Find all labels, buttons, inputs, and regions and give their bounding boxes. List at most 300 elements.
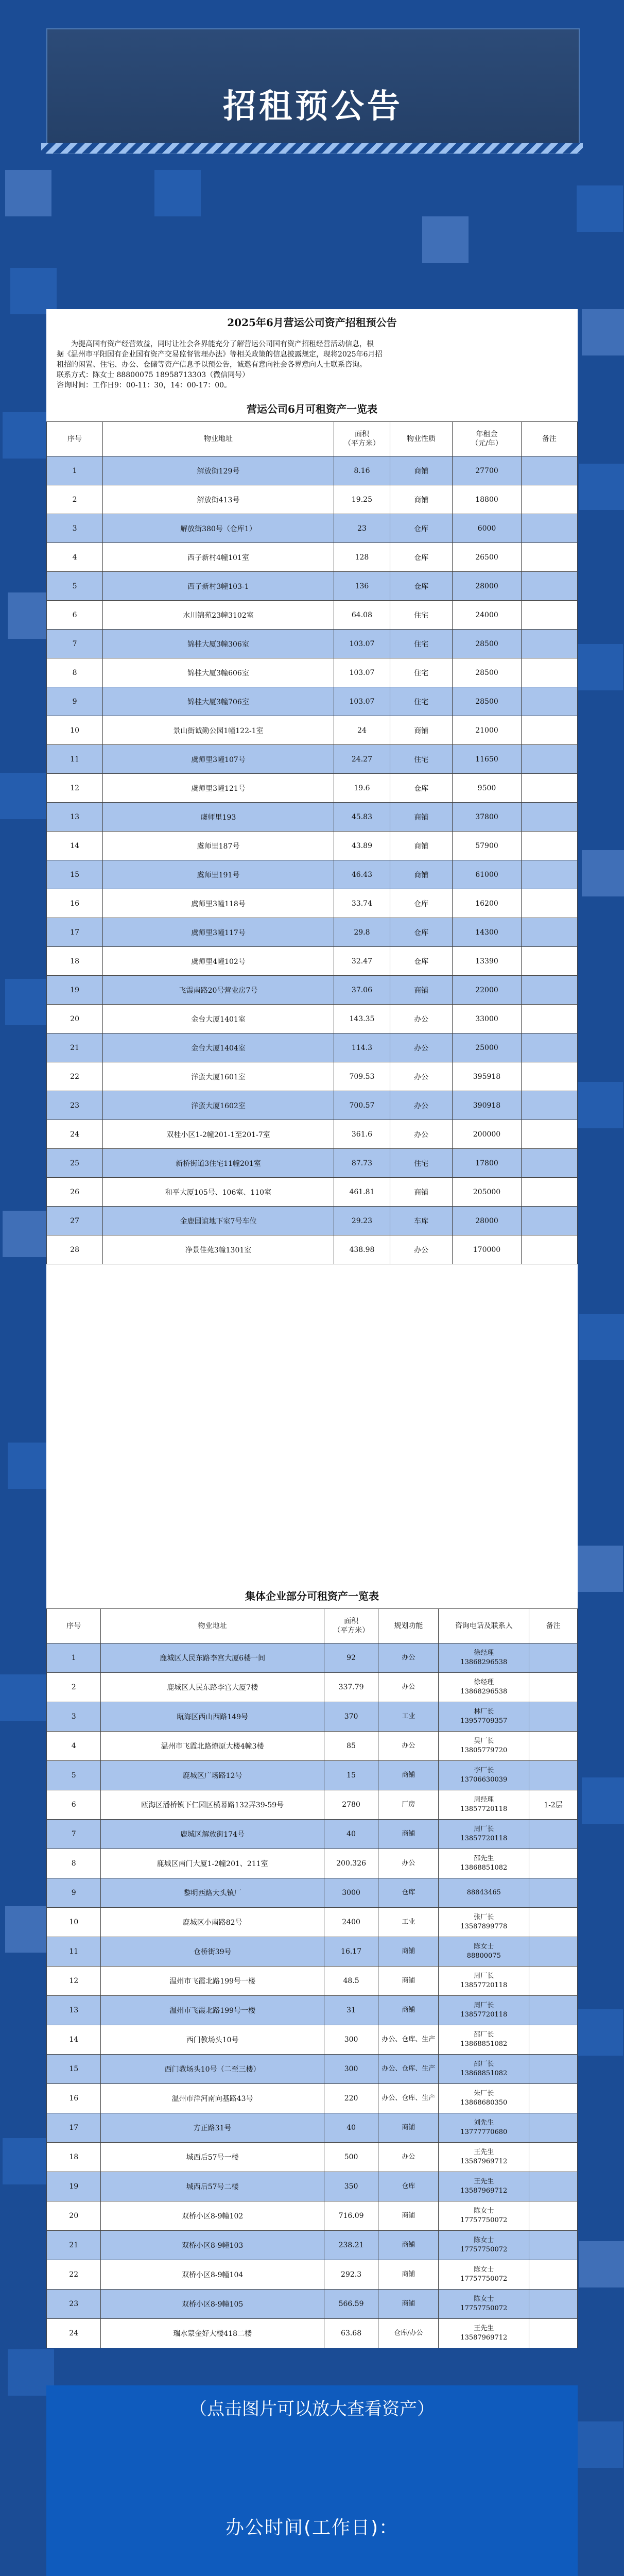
column-header: 年租金 （元/年） xyxy=(453,422,521,456)
table-cell: 邵先生 13868851082 xyxy=(439,1849,529,1878)
table-row xyxy=(47,2113,578,2143)
table-cell: 61000 xyxy=(453,860,521,889)
table-cell: 8.16 xyxy=(334,456,390,485)
table-cell: 办公 xyxy=(378,1673,439,1702)
table-row xyxy=(47,716,578,745)
table-cell: 28 xyxy=(47,1235,103,1264)
table-cell xyxy=(529,1702,578,1732)
table-cell: 103.07 xyxy=(334,687,390,716)
table-cell: 716.09 xyxy=(324,2201,378,2231)
table-cell: 28500 xyxy=(453,687,521,716)
table-cell: 9500 xyxy=(453,774,521,803)
table-cell: 24 xyxy=(334,716,390,745)
table-cell: 300 xyxy=(324,2055,378,2084)
table-cell: 工业 xyxy=(378,1702,439,1732)
table-cell: 20 xyxy=(47,2201,101,2231)
table2-title: 集体企业部分可租资产一览表 xyxy=(245,1589,379,1602)
table-row xyxy=(47,1702,578,1732)
decorative-square xyxy=(0,1674,46,1721)
table-cell xyxy=(521,1120,577,1149)
table-cell: 16 xyxy=(47,889,103,918)
table-cell: 700.57 xyxy=(334,1091,390,1120)
table-cell: 虞师里3幢121号 xyxy=(103,774,334,803)
table-row xyxy=(47,1849,578,1878)
table-cell: 王先生 13587969712 xyxy=(439,2143,529,2172)
table-cell xyxy=(521,543,577,572)
table-cell: 22 xyxy=(47,1062,103,1091)
table-cell: 瑞水蒙金好大楼418二楼 xyxy=(101,2319,324,2348)
table-cell xyxy=(521,860,577,889)
table-cell: 11 xyxy=(47,745,103,774)
table-cell: 92 xyxy=(324,1643,378,1673)
column-header: 序号 xyxy=(47,422,103,456)
table-cell: 16 xyxy=(47,2084,101,2113)
table-cell xyxy=(529,1996,578,2025)
table-cell: 57900 xyxy=(453,832,521,860)
table-cell: 虞师里3幢107号 xyxy=(103,745,334,774)
decorative-square xyxy=(577,185,623,232)
table-cell: 200.326 xyxy=(324,1849,378,1878)
table-cell xyxy=(521,1235,577,1264)
decorative-square xyxy=(10,268,57,314)
table-cell: 16200 xyxy=(453,889,521,918)
table-cell: 住宅 xyxy=(390,601,453,630)
table-cell: 6 xyxy=(47,601,103,630)
table-cell: 双桥小区8-9幢102 xyxy=(101,2201,324,2231)
table-cell: 205000 xyxy=(453,1178,521,1207)
table-row xyxy=(47,1235,578,1264)
table-row xyxy=(47,514,578,543)
table-cell: 85 xyxy=(324,1732,378,1761)
table-cell xyxy=(529,2113,578,2143)
table-cell: 12 xyxy=(47,774,103,803)
table-cell: 3 xyxy=(47,1702,101,1732)
table-cell: 周经理 13857720118 xyxy=(439,1790,529,1820)
table-cell: 12 xyxy=(47,1967,101,1996)
table-cell: 6 xyxy=(47,1790,101,1820)
decorative-square xyxy=(582,1777,624,1824)
table-cell: 2 xyxy=(47,485,103,514)
table-cell: 87.73 xyxy=(334,1149,390,1178)
table-cell: 办公 xyxy=(390,1062,453,1091)
decorative-square xyxy=(0,773,46,819)
table-cell xyxy=(521,1062,577,1091)
table-cell: 陈女士 17757750072 xyxy=(439,2201,529,2231)
table-cell: 仓库/办公 xyxy=(378,2319,439,2348)
table-cell: 温州市飞霞北路199号一楼 xyxy=(101,1967,324,1996)
table-cell xyxy=(529,2290,578,2319)
table-cell: 虞师里3幢117号 xyxy=(103,918,334,947)
table-cell: 40 xyxy=(324,2113,378,2143)
table-cell: 103.07 xyxy=(334,658,390,687)
table-cell: 3000 xyxy=(324,1878,378,1908)
table-cell xyxy=(521,918,577,947)
table-cell xyxy=(529,2084,578,2113)
table-cell: 仓库 xyxy=(390,889,453,918)
table-row xyxy=(47,687,578,716)
table-cell: 22000 xyxy=(453,976,521,1005)
table-cell: 15 xyxy=(324,1761,378,1790)
table-cell: 37800 xyxy=(453,803,521,832)
table-cell: 13 xyxy=(47,1996,101,2025)
table-cell: 48.5 xyxy=(324,1967,378,1996)
table-cell: 14 xyxy=(47,832,103,860)
table-cell: 361.6 xyxy=(334,1120,390,1149)
table-cell: 商铺 xyxy=(378,2231,439,2260)
table-cell: 709.53 xyxy=(334,1062,390,1091)
table-cell: 28000 xyxy=(453,572,521,601)
table-cell: 63.68 xyxy=(324,2319,378,2348)
table-cell: 23 xyxy=(47,2290,101,2319)
table-cell: 仓库 xyxy=(390,774,453,803)
column-header: 物业地址 xyxy=(103,422,334,456)
column-header: 物业地址 xyxy=(101,1609,324,1643)
table-cell: 新桥街道3住宅11幢201室 xyxy=(103,1149,334,1178)
decorative-square xyxy=(154,170,201,216)
table-cell: 王先生 13587969712 xyxy=(439,2172,529,2201)
table-row xyxy=(47,1062,578,1091)
table-cell xyxy=(521,1091,577,1120)
table-cell: 商铺 xyxy=(378,2260,439,2290)
table-cell: 双桥小区8-9幢105 xyxy=(101,2290,324,2319)
table-row xyxy=(47,1178,578,1207)
table-cell: 办公 xyxy=(390,1235,453,1264)
table-cell: 21 xyxy=(47,1033,103,1062)
table-cell: 城西后57号二楼 xyxy=(101,2172,324,2201)
table-cell: 商铺 xyxy=(390,860,453,889)
table-cell: 1 xyxy=(47,1643,101,1673)
table-cell: 292.3 xyxy=(324,2260,378,2290)
table-cell: 洋蛮大厦1601室 xyxy=(103,1062,334,1091)
table-cell: 吴厂长 13805779720 xyxy=(439,1732,529,1761)
table-cell xyxy=(521,889,577,918)
table-cell: 商铺 xyxy=(378,2290,439,2319)
table-row xyxy=(47,1967,578,1996)
table-cell: 64.08 xyxy=(334,601,390,630)
table-cell: 13390 xyxy=(453,947,521,976)
table-cell: 9 xyxy=(47,1878,101,1908)
table-row xyxy=(47,2290,578,2319)
table-cell: 办公 xyxy=(390,1033,453,1062)
decorative-square xyxy=(577,644,623,690)
table-cell: 128 xyxy=(334,543,390,572)
table-row xyxy=(47,1005,578,1033)
table-cell: 和平大厦105号、106室、110室 xyxy=(103,1178,334,1207)
table-cell: 17 xyxy=(47,918,103,947)
table-cell: 仓库 xyxy=(378,2172,439,2201)
table-cell: 11650 xyxy=(453,745,521,774)
table-cell: 商铺 xyxy=(390,976,453,1005)
table-cell xyxy=(529,1820,578,1849)
table-cell: 33000 xyxy=(453,1005,521,1033)
table-cell: 鹿城区小南路82号 xyxy=(101,1908,324,1937)
table-cell: 29.8 xyxy=(334,918,390,947)
table-cell: 6000 xyxy=(453,514,521,543)
table-cell: 洋蛮大厦1602室 xyxy=(103,1091,334,1120)
table-cell xyxy=(529,1643,578,1673)
table-cell: 陈女士 17757750072 xyxy=(439,2260,529,2290)
table-cell: 住宅 xyxy=(390,687,453,716)
decorative-square xyxy=(422,216,469,263)
table-cell: 商铺 xyxy=(390,803,453,832)
table-cell: 17 xyxy=(47,2113,101,2143)
table-cell: 26 xyxy=(47,1178,103,1207)
decorative-square xyxy=(582,850,624,896)
table-cell xyxy=(529,1673,578,1702)
table-row xyxy=(47,1937,578,1967)
table-cell xyxy=(521,745,577,774)
operating-company-assets-table xyxy=(46,395,578,1264)
table-row xyxy=(47,1820,578,1849)
table-cell: 商铺 xyxy=(378,2113,439,2143)
column-header: 咨询电话及联系人 xyxy=(439,1609,529,1643)
table-cell: 解放街413号 xyxy=(103,485,334,514)
table-cell: 103.07 xyxy=(334,630,390,658)
table-row xyxy=(47,1149,578,1178)
table-cell: 商铺 xyxy=(390,716,453,745)
table-cell: 337.79 xyxy=(324,1673,378,1702)
table-cell: 15 xyxy=(47,2055,101,2084)
table-cell: 瓯海区潘桥镇下仁园区横幕路132弄39-59号 xyxy=(101,1790,324,1820)
table-cell: 仓库 xyxy=(390,947,453,976)
table-cell: 25000 xyxy=(453,1033,521,1062)
table-cell: 温州市飞霞北路199号一楼 xyxy=(101,1996,324,2025)
table-cell: 390918 xyxy=(453,1091,521,1120)
table-cell: 鹿城区广场路12号 xyxy=(101,1761,324,1790)
table-cell: 21000 xyxy=(453,716,521,745)
table-cell: 8 xyxy=(47,1849,101,1878)
table-cell xyxy=(521,803,577,832)
table-cell: 18 xyxy=(47,947,103,976)
table-cell: 31 xyxy=(324,1996,378,2025)
table-cell: 住宅 xyxy=(390,1149,453,1178)
table-cell: 7 xyxy=(47,630,103,658)
table-row xyxy=(47,2201,578,2231)
table-cell: 5 xyxy=(47,572,103,601)
table-cell: 鹿城区人民东路李宫大厦6楼一间 xyxy=(101,1643,324,1673)
table-row xyxy=(47,860,578,889)
table-cell: 438.98 xyxy=(334,1235,390,1264)
table-cell: 300 xyxy=(324,2025,378,2055)
table-row xyxy=(47,1033,578,1062)
table-cell: 5 xyxy=(47,1761,101,1790)
table-cell: 136 xyxy=(334,572,390,601)
intro-line: 咨询时间：工作日9：00-11：30，14：00-17：00。 xyxy=(57,381,232,389)
table-cell: 鹿城区南门大厦1-2幢201、211室 xyxy=(101,1849,324,1878)
table-row xyxy=(47,485,578,514)
table-cell: 4 xyxy=(47,1732,101,1761)
table-cell: 虞师里191号 xyxy=(103,860,334,889)
intro-text xyxy=(57,339,567,391)
table-cell xyxy=(521,514,577,543)
table-cell: 周厂长 13857720118 xyxy=(439,1820,529,1849)
table-row xyxy=(47,2025,578,2055)
table-row xyxy=(47,1996,578,2025)
decorative-square xyxy=(5,170,51,216)
table-cell: 24 xyxy=(47,1120,103,1149)
table-cell: 西子新村3幢103-1 xyxy=(103,572,334,601)
table-cell: 商铺 xyxy=(378,2201,439,2231)
table-cell: 办公 xyxy=(378,1643,439,1673)
table-cell: 4 xyxy=(47,543,103,572)
table-cell: 114.3 xyxy=(334,1033,390,1062)
table-cell xyxy=(529,2319,578,2348)
table-cell: 住宅 xyxy=(390,630,453,658)
table-cell: 28500 xyxy=(453,630,521,658)
table-cell: 净景佳苑3幢1301室 xyxy=(103,1235,334,1264)
table-row xyxy=(47,947,578,976)
table-cell: 虞师里3幢118号 xyxy=(103,889,334,918)
table-cell xyxy=(521,1207,577,1235)
table-cell xyxy=(521,572,577,601)
table-cell: 陈女士 17757750072 xyxy=(439,2231,529,2260)
table-cell: 28000 xyxy=(453,1207,521,1235)
table-cell xyxy=(521,976,577,1005)
intro-line: 租招的闲置、住宅、办公、仓储等资产信息予以预公告，诚邀有意向社会各界意向人士联系咨询。 xyxy=(57,361,367,369)
table-cell: 朱厂长 13868680350 xyxy=(439,2084,529,2113)
table-cell: 16.17 xyxy=(324,1937,378,1967)
table-cell: 170000 xyxy=(453,1235,521,1264)
table-cell: 锦桂大厦3幢706室 xyxy=(103,687,334,716)
table-cell: 林厂长 13957709357 xyxy=(439,1702,529,1732)
table-cell: 双桥小区8-9幢103 xyxy=(101,2231,324,2260)
table-cell: 周厂长 13857720118 xyxy=(439,1996,529,2025)
column-header: 面积 （平方米） xyxy=(334,422,390,456)
table-row xyxy=(47,832,578,860)
table-cell: 刘先生 13777770680 xyxy=(439,2113,529,2143)
table-cell xyxy=(529,1761,578,1790)
table-cell: 2400 xyxy=(324,1908,378,1937)
table-cell: 仓库 xyxy=(390,514,453,543)
table-cell xyxy=(521,947,577,976)
table-cell: 厂房 xyxy=(378,1790,439,1820)
table-cell: 19.6 xyxy=(334,774,390,803)
table-cell: 商铺 xyxy=(390,832,453,860)
table-row xyxy=(47,2319,578,2348)
table-cell xyxy=(521,630,577,658)
table-cell: 28500 xyxy=(453,658,521,687)
table-cell: 24000 xyxy=(453,601,521,630)
table-cell xyxy=(529,1849,578,1878)
decorative-square xyxy=(5,979,51,1025)
table-cell: 西子新村4幢101室 xyxy=(103,543,334,572)
table-cell: 仓库 xyxy=(390,918,453,947)
table-cell xyxy=(529,2260,578,2290)
table-cell: 238.21 xyxy=(324,2231,378,2260)
table-cell xyxy=(521,1033,577,1062)
table-cell: 商铺 xyxy=(378,1937,439,1967)
table-cell: 陈女士 17757750072 xyxy=(439,2290,529,2319)
table-cell: 3 xyxy=(47,514,103,543)
table-cell: 水川锦苑23幢3102室 xyxy=(103,601,334,630)
table-row xyxy=(47,1207,578,1235)
table-cell xyxy=(521,658,577,687)
table-cell: 车库 xyxy=(390,1207,453,1235)
table-cell xyxy=(521,485,577,514)
table-cell: 西门教场头10号（二至三楼） xyxy=(101,2055,324,2084)
table-cell: 商铺 xyxy=(378,1996,439,2025)
table-cell: 19 xyxy=(47,2172,101,2201)
table-cell: 飞霞南路20号营业房7号 xyxy=(103,976,334,1005)
table-cell xyxy=(529,2055,578,2084)
table-cell: 陈女士 88800075 xyxy=(439,1937,529,1967)
column-header: 物业性质 xyxy=(390,422,453,456)
table-row xyxy=(47,2231,578,2260)
decorative-square xyxy=(3,2138,49,2184)
table-row xyxy=(47,976,578,1005)
table-row xyxy=(47,889,578,918)
table-cell: 商铺 xyxy=(378,1967,439,1996)
table-cell: 解放街380号（仓库1） xyxy=(103,514,334,543)
table-cell: 17800 xyxy=(453,1149,521,1178)
table-cell: 350 xyxy=(324,2172,378,2201)
table-cell xyxy=(521,1005,577,1033)
column-header: 备注 xyxy=(529,1609,578,1643)
table-cell: 金台大厦1404室 xyxy=(103,1033,334,1062)
table-cell xyxy=(529,1937,578,1967)
table-row xyxy=(47,630,578,658)
table-cell: 邵厂长 13868851082 xyxy=(439,2025,529,2055)
table-row xyxy=(47,803,578,832)
footer-panel xyxy=(46,2385,578,2576)
table-cell: 27700 xyxy=(453,456,521,485)
table-cell: 王先生 13587969712 xyxy=(439,2319,529,2348)
table-row xyxy=(47,543,578,572)
table-row xyxy=(47,1732,578,1761)
table-cell: 370 xyxy=(324,1702,378,1732)
table-cell: 办公 xyxy=(390,1120,453,1149)
table-cell xyxy=(521,716,577,745)
table-row xyxy=(47,2172,578,2201)
table-cell: 500 xyxy=(324,2143,378,2172)
table-cell: 办公、仓库、生产 xyxy=(378,2084,439,2113)
table-cell: 1 xyxy=(47,456,103,485)
table-cell: 19 xyxy=(47,976,103,1005)
column-header: 备注 xyxy=(521,422,577,456)
table-cell: 方正路31号 xyxy=(101,2113,324,2143)
decorative-square xyxy=(5,1906,51,1953)
decorative-square xyxy=(3,1211,49,1257)
table-cell: 8 xyxy=(47,658,103,687)
table-cell: 双桥小区8-9幢104 xyxy=(101,2260,324,2290)
table-cell: 邵厂长 13868851082 xyxy=(439,2055,529,2084)
table-cell: 温州市洋河南向基路43号 xyxy=(101,2084,324,2113)
table-cell xyxy=(521,601,577,630)
table-cell: 双桂小区1-2幢201-1至201-7室 xyxy=(103,1120,334,1149)
table-row xyxy=(47,2143,578,2172)
table-cell: 33.74 xyxy=(334,889,390,918)
table-cell: 45.83 xyxy=(334,803,390,832)
header-banner xyxy=(46,28,580,154)
table-cell xyxy=(521,774,577,803)
table-cell: 23 xyxy=(334,514,390,543)
table-cell: 商铺 xyxy=(390,456,453,485)
table-cell: 29.23 xyxy=(334,1207,390,1235)
table-row xyxy=(47,2084,578,2113)
table-row xyxy=(47,2260,578,2290)
table-row xyxy=(47,658,578,687)
table-cell: 10 xyxy=(47,1908,101,1937)
table-row xyxy=(47,918,578,947)
table-cell: 15 xyxy=(47,860,103,889)
table-cell: 10 xyxy=(47,716,103,745)
table-cell: 商铺 xyxy=(378,1761,439,1790)
table-cell: 26500 xyxy=(453,543,521,572)
table-cell: 14 xyxy=(47,2025,101,2055)
table-cell: 9 xyxy=(47,687,103,716)
table-cell xyxy=(529,2025,578,2055)
announcement-document[interactable] xyxy=(46,309,578,2342)
